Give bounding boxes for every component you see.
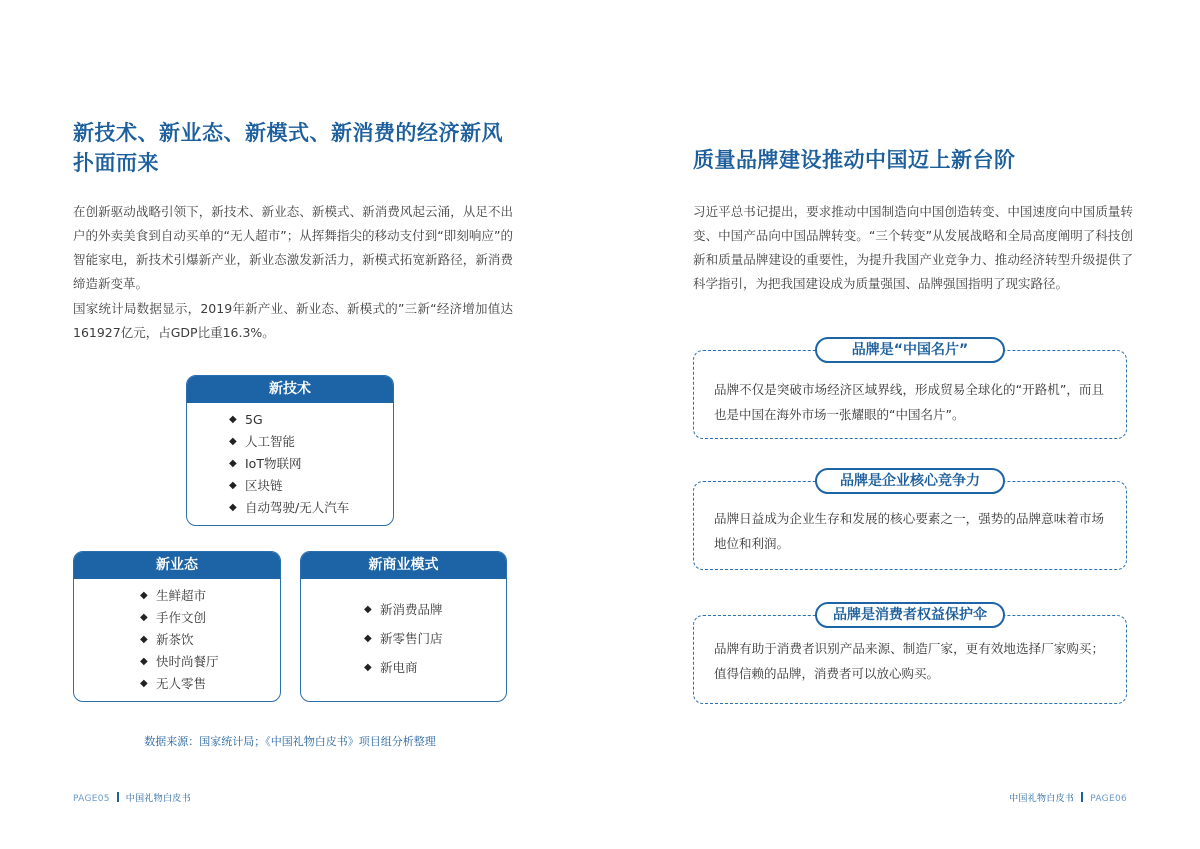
- list-item: ◆ 新茶饮: [140, 629, 280, 651]
- brand-card-title: 品牌是消费者权益保护伞: [815, 602, 1005, 628]
- list-item: ◆ 5G: [229, 409, 393, 431]
- brand-card-competitiveness: [693, 481, 1127, 570]
- list-item: ◆ 新电商: [364, 653, 506, 682]
- right-footer-book-title: 中国礼物白皮书: [1009, 794, 1075, 804]
- new-business-box-title: 新业态: [74, 552, 280, 579]
- new-model-box-title: 新商业模式: [301, 552, 506, 579]
- new-model-box: [300, 551, 507, 702]
- new-model-list: [364, 595, 506, 682]
- left-page-number: PAGE05: [73, 794, 110, 804]
- new-business-list: [140, 585, 280, 695]
- list-item: ◆ 生鲜超市: [140, 585, 280, 607]
- new-tech-box-title: 新技术: [187, 376, 393, 403]
- list-item: ◆ 人工智能: [229, 431, 393, 453]
- footer-divider: [1081, 792, 1083, 802]
- new-tech-list: [229, 409, 393, 519]
- list-item: ◆ 自动驾驶/无人汽车: [229, 497, 393, 519]
- right-paragraph-1: 习近平总书记提出，要求推动中国制造向中国创造转变、中国速度向中国质量转变、中国产品向中国品牌转变。“三个转变”从发展战略和全局高度阐明了科技创新和质量品牌建设的重要性，为提升我国产业竞争力、推动经济转型升级提供了科学指引，为把我国建设成为质量强国、品牌强国指明了现实路径。: [693, 204, 1133, 291]
- left-footer: [73, 791, 191, 804]
- list-item: ◆ IoT物联网: [229, 453, 393, 475]
- brand-card-title: 品牌是企业核心竞争力: [815, 468, 1005, 494]
- brand-card-consumer-protection: [693, 615, 1127, 704]
- brand-card-title: 品牌是“中国名片”: [815, 337, 1005, 363]
- right-footer: [1009, 791, 1127, 804]
- right-page-title: 质量品牌建设推动中国迈上新台阶: [693, 148, 1016, 172]
- brand-card-text: 品牌有助于消费者识别产品来源、制造厂家，更有效地选择厂家购买；值得信赖的品牌，消费者可以放心购买。: [714, 641, 1104, 681]
- new-tech-box: [186, 375, 394, 526]
- list-item: ◆ 快时尚餐厅: [140, 651, 280, 673]
- right-page-number: PAGE06: [1090, 794, 1127, 804]
- new-business-box: [73, 551, 281, 702]
- brand-card-china-card: [693, 350, 1127, 439]
- list-item: ◆ 新零售门店: [364, 624, 506, 653]
- left-paragraph-1: 在创新驱动战略引领下，新技术、新业态、新模式、新消费风起云涌，从足不出户的外卖美食到自动买单的“无人超市”；从挥舞指尖的移动支付到“即刻响应”的智能家电，新技术引爆新产业，新业态激发新活力，新模式拓宽新路径，新消费缔造新变革。: [73, 204, 513, 291]
- left-footer-book-title: 中国礼物白皮书: [125, 794, 191, 804]
- data-source-note: 数据来源：国家统计局；《中国礼物白皮书》项目组分析整理: [144, 735, 436, 748]
- left-paragraph-2: 国家统计局数据显示，2019年新产业、新业态、新模式的”三新“经济增加值达161927亿元，占GDP比重16.3%。: [73, 301, 513, 340]
- brand-card-text: 品牌不仅是突破市场经济区域界线，形成贸易全球化的“开路机”，而且也是中国在海外市场一张耀眼的“中国名片”。: [714, 382, 1104, 422]
- list-item: ◆ 区块链: [229, 475, 393, 497]
- left-page-title: 新技术、新业态、新模式、新消费的经济新风扑面而来: [73, 121, 503, 175]
- list-item: ◆ 新消费品牌: [364, 595, 506, 624]
- right-page: [600, 0, 1200, 849]
- footer-divider: [117, 792, 119, 802]
- brand-card-text: 品牌日益成为企业生存和发展的核心要素之一，强势的品牌意味着市场地位和利润。: [714, 511, 1104, 551]
- list-item: ◆ 手作文创: [140, 607, 280, 629]
- list-item: ◆ 无人零售: [140, 673, 280, 695]
